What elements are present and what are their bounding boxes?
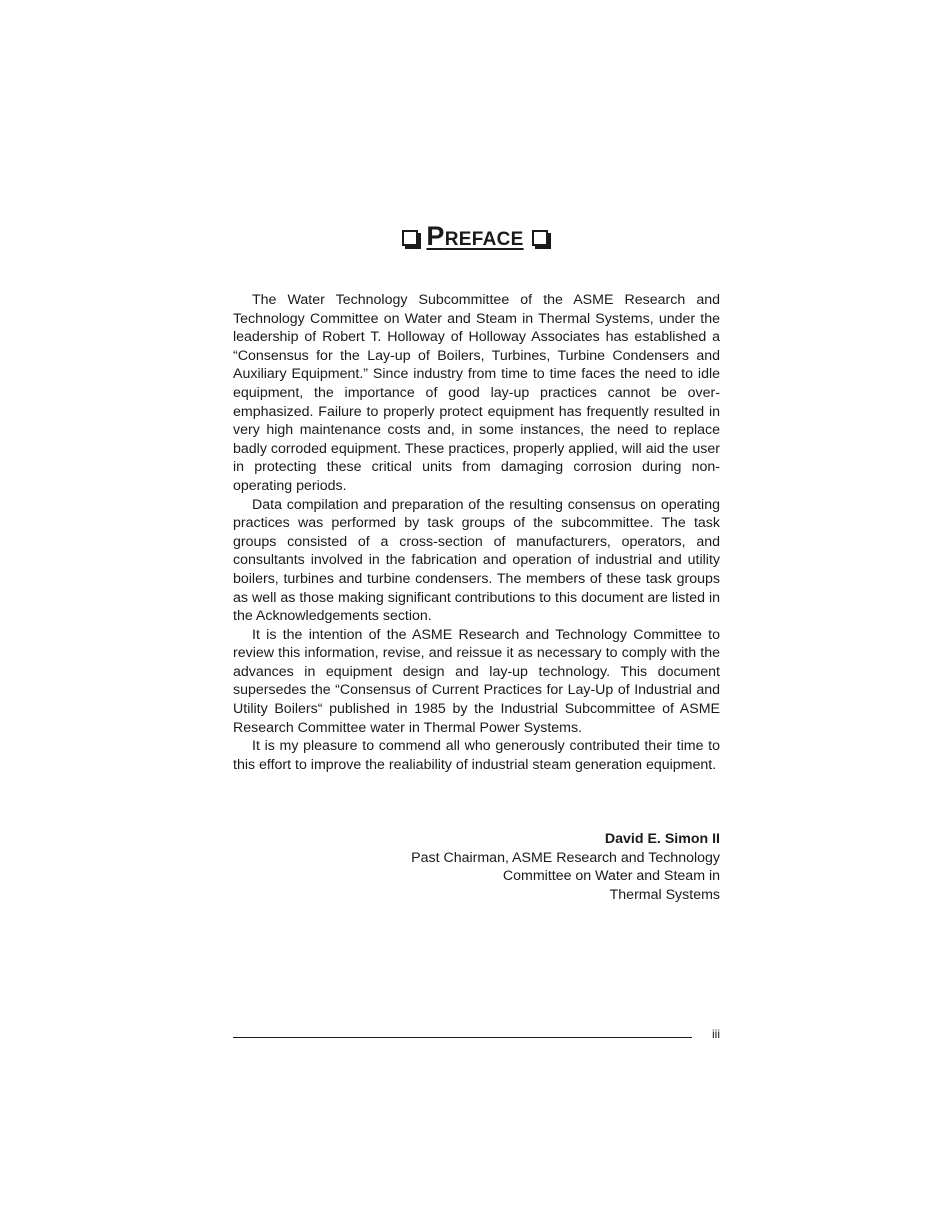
signatory-name: David E. Simon II xyxy=(604,831,720,847)
page-number: iii xyxy=(712,1027,720,1041)
title-rest: REFACE xyxy=(444,229,524,250)
left-box-icon xyxy=(402,230,418,246)
paragraph-1: The Water Technology Subcommittee of the ASME Research and Technology Committee on Water and Steam in Thermal Systems, under the leadership of Robert T. Holloway of Holloway Associates has established a “Consensus for the Lay-up of Boilers, Turbines, Turbine Condensers and Auxiliary Equipment.” Since industry from time to time faces the need to idle equipment, the importance of good lay-up practices cannot be over-emphasized. Failure to properly protect equipment has frequently resulted in very high maintenance costs and, in some instances, the need to replace badly corroded equipment. These practices, properly applied, will aid the user in protecting these critical units from damaging corrosion during non-operating periods. xyxy=(233,292,720,494)
title-word xyxy=(426,221,523,251)
signatory-title-line-3: Thermal Systems xyxy=(609,886,720,903)
preface-body xyxy=(233,291,720,774)
page-title xyxy=(0,218,950,258)
footer-rule xyxy=(233,1037,692,1038)
paragraph-3: It is the intention of the ASME Research and Technology Committee to review this information, revise, and reissue it as necessary to comply with the advances in equipment design and lay-up technology. This document supersedes the “Consensus of Current Practices for Lay-Up of Industrial and Utility Boilers“ published in 1985 by the Industrial Subcommittee of ASME Research Committee water in Thermal Power Systems. xyxy=(233,626,720,736)
paragraph-2: Data compilation and preparation of the resulting consensus on operating practices was performed by task groups of the subcommittee. The task groups consisted of a cross-section of manufacturers, operators, and consultants involved in the fabrication and operation of industrial and utility boilers, turbines and turbine condensers. The members of these task groups as well as those making significant contributions to this document are listed in the Acknowledgements section. xyxy=(233,496,720,625)
signatory-title-line-1: Past Chairman, ASME Research and Technology xyxy=(411,849,720,866)
title-initial: P xyxy=(426,221,445,251)
signature-block xyxy=(233,830,720,904)
right-box-icon xyxy=(532,230,548,246)
signatory-title-line-2: Committee on Water and Steam in xyxy=(502,868,720,885)
paragraph-4: It is my pleasure to commend all who generously contributed their time to this effort to improve the realiability of industrial steam generation equipment. xyxy=(233,738,720,773)
